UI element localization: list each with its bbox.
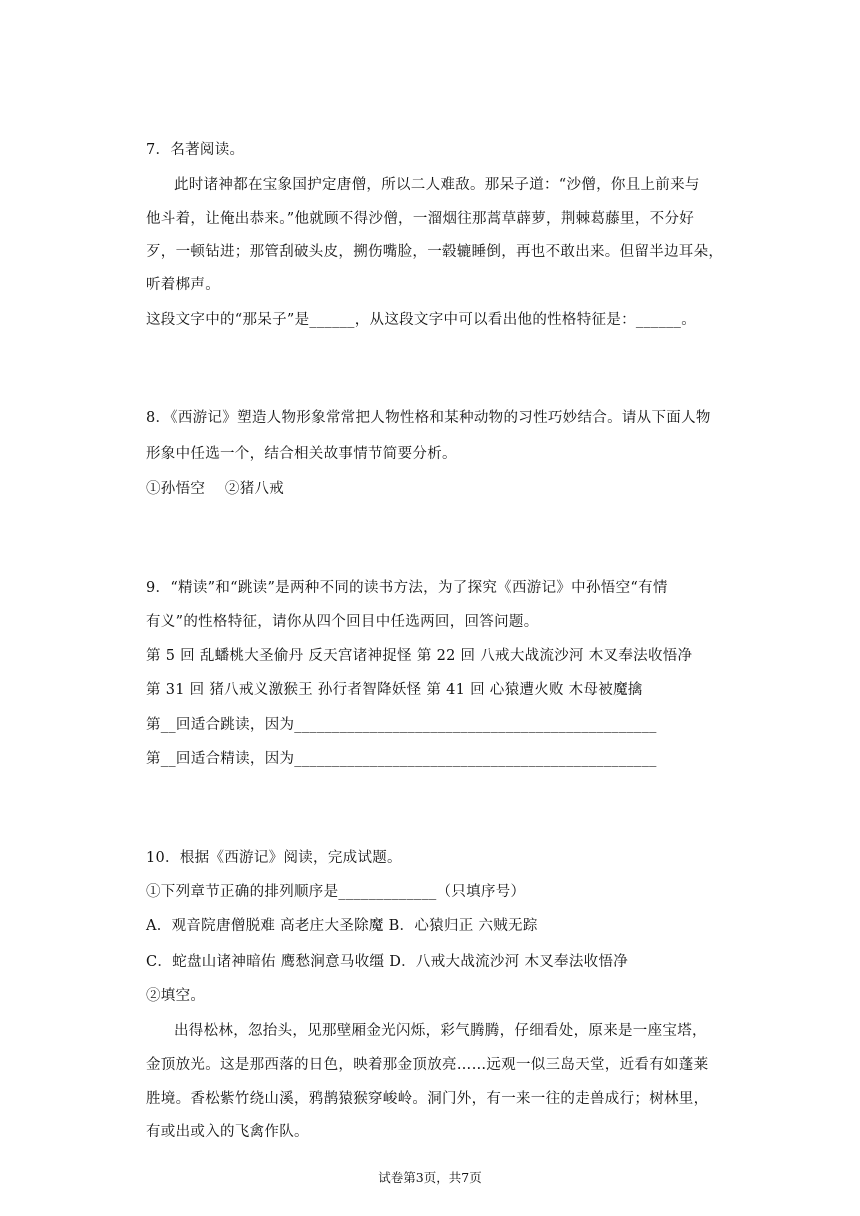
q10-option-cd: C．蛇盘山诸神暗佑 鹰愁涧意马收缰 D．八戒大战流沙河 木叉奉法收悟净 (146, 954, 629, 970)
q9-answer-close: 第__回适合精读，因为________________________________________________ (146, 751, 657, 767)
q7-title: 7．名著阅读。 (146, 142, 245, 158)
page-footer: 试卷第3页，共7页 (378, 1170, 482, 1185)
q8-options: ①孙悟空 ②猪八戒 (146, 481, 285, 497)
q9-line: 9．“精读”和“跳读”是两种不同的读书方法，为了探究《西游记》中孙悟空“有情 (146, 580, 668, 596)
q7-passage-line: 此时诸神都在宝象国护定唐僧，所以二人难敌。那呆子道：“沙僧，你且上前来与 (174, 177, 700, 193)
q7-passage-line: 听着梆声。 (146, 277, 220, 293)
q10-title: 10．根据《西游记》阅读，完成试题。 (146, 850, 402, 866)
q8-line: 8．《西游记》塑造人物形象常常把人物性格和某种动物的习性巧妙结合。请从下面人物 (146, 410, 711, 426)
q10-option-ab: A．观音院唐僧脱难 高老庄大圣除魔 B．心猿归正 六贼无踪 (146, 918, 538, 934)
q7-question: 这段文字中的“那呆子”是______，从这段文字中可以看出他的性格特征是：______。 (146, 312, 697, 328)
q10-passage-line: 金顶放光。这是那西落的日色，映着那金顶放亮……远观一似三岛天堂，近看有如蓬莱 (146, 1057, 709, 1073)
q10-passage-line: 胜境。香松紫竹绕山溪，鸦鹊猿猴穿峻岭。洞门外，有一来一往的走兽成行；树林里， (146, 1091, 709, 1107)
q10-subq1: ①下列章节正确的排列顺序是_____________（只填序号） (146, 884, 526, 900)
q10-passage-line: 出得松林，忽抬头，见那壁厢金光闪烁，彩气腾腾，仔细看处，原来是一座宝塔， (174, 1023, 707, 1039)
q9-line: 有义”的性格特征，请你从四个回目中任选两回，回答问题。 (146, 614, 539, 630)
q9-chapter-list: 第 5 回 乱蟠桃大圣偷丹 反天宫诸神捉怪 第 22 回 八戒大战流沙河 木叉奉法收悟净 (146, 648, 693, 664)
q9-chapter-list: 第 31 回 猪八戒义激猴王 孙行者智降妖怪 第 41 回 心猿遭火败 木母被魔擒 (146, 682, 643, 698)
q10-passage-line: 有或出或入的飞禽作队。 (146, 1124, 309, 1140)
q10-subq2: ②填空。 (146, 988, 206, 1004)
q7-passage-line: 歹，一顿钻进；那管刮破头皮，搠伤嘴脸，一毂辘睡倒，再也不敢出来。但留半边耳朵， (146, 244, 724, 260)
q7-passage-line: 他斗着，让俺出恭来。”他就顾不得沙僧，一溜烟往那蒿草薜萝，荆棘葛藤里，不分好 (146, 211, 695, 227)
q8-line: 形象中任选一个，结合相关故事情节简要分析。 (146, 446, 457, 462)
q9-answer-skim: 第__回适合跳读，因为________________________________________________ (146, 717, 657, 733)
